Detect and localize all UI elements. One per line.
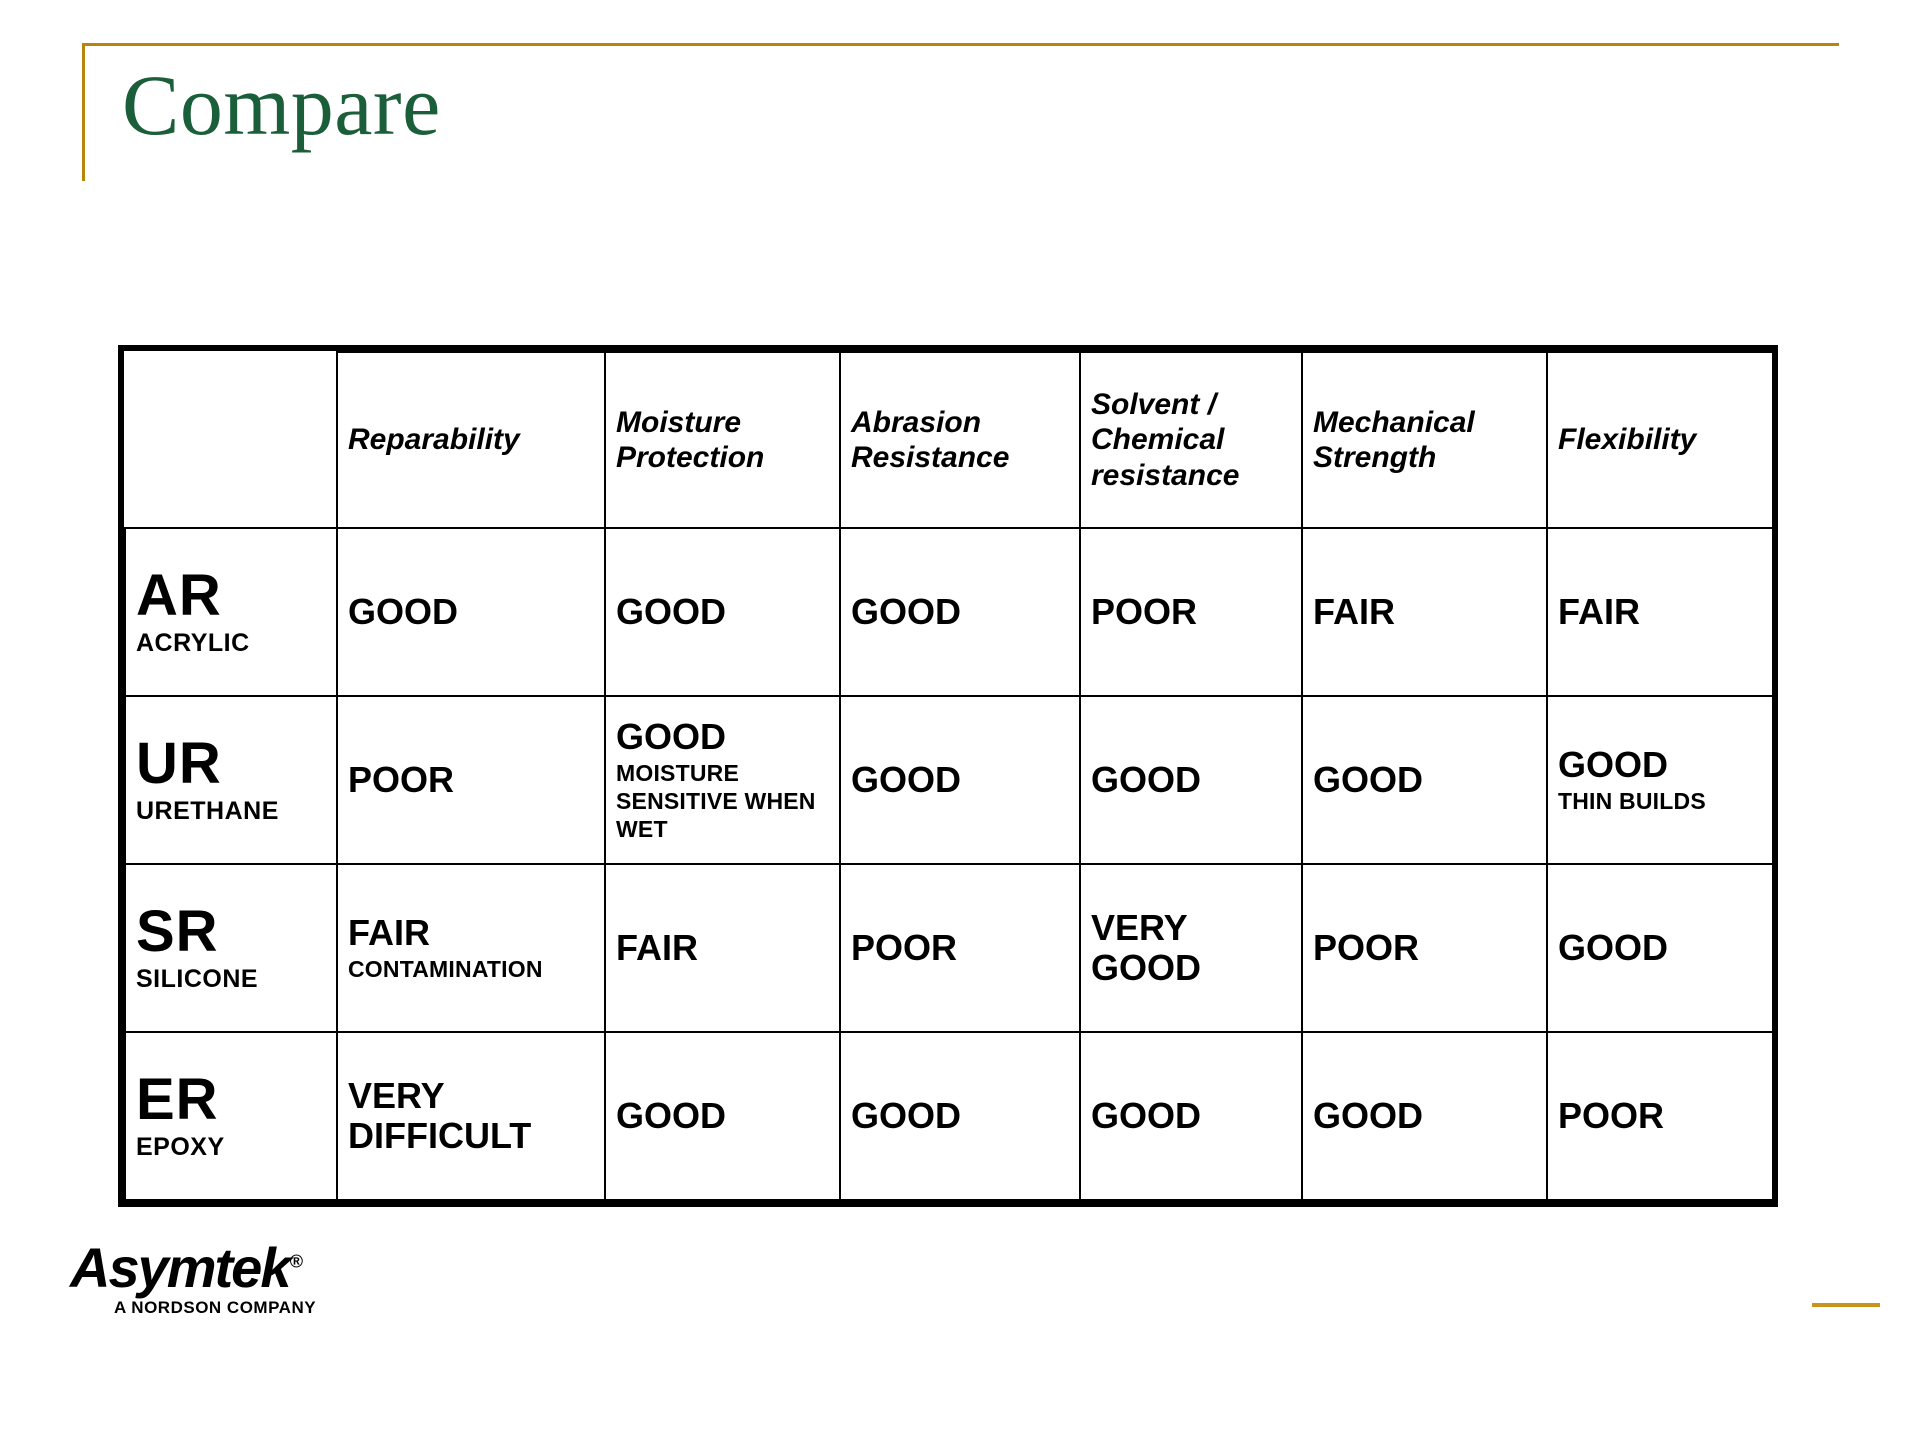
cell-acrylic-mechanical-strength	[1302, 528, 1547, 696]
cell-value: POOR	[851, 926, 958, 968]
column-header-mechanical-strength: Mechanical Strength	[1302, 352, 1547, 528]
cell-silicone-reparability	[337, 864, 605, 1032]
cell-value: GOOD	[1091, 758, 1202, 800]
column-header-moisture-protection: Moisture Protection	[605, 352, 840, 528]
cell-urethane-flexibility	[1547, 696, 1773, 864]
cell-value: GOOD	[1558, 926, 1669, 968]
cell-value: GOOD	[616, 715, 727, 757]
cell-value: GOOD	[1558, 743, 1669, 785]
column-header-flexibility: Flexibility	[1547, 352, 1773, 528]
row-header-silicone	[125, 864, 337, 1032]
table-header	[125, 352, 1773, 528]
cell-epoxy-abrasion-resistance	[840, 1032, 1080, 1200]
cell-silicone-solvent-chemical-resistance	[1080, 864, 1302, 1032]
table-row	[125, 1032, 1773, 1200]
logo-wordmark	[70, 1236, 390, 1299]
cell-value: POOR	[1558, 1094, 1665, 1136]
cell-epoxy-reparability	[337, 1032, 605, 1200]
row-full-name: EPOXY	[136, 1132, 225, 1161]
cell-value: POOR	[1091, 590, 1198, 632]
asymtek-logo	[70, 1236, 390, 1318]
cell-value: GOOD	[616, 1094, 727, 1136]
cell-silicone-moisture-protection	[605, 864, 840, 1032]
cell-value: GOOD	[348, 590, 459, 632]
cell-note: THIN BUILDS	[1558, 788, 1706, 815]
cell-value: FAIR	[616, 926, 699, 968]
cell-value: GOOD	[851, 1094, 962, 1136]
cell-acrylic-abrasion-resistance	[840, 528, 1080, 696]
cell-value: POOR	[1313, 926, 1420, 968]
cell-value: GOOD	[851, 758, 962, 800]
row-full-name: SILICONE	[136, 964, 259, 993]
cell-acrylic-reparability	[337, 528, 605, 696]
registered-mark: ®	[289, 1251, 301, 1272]
cell-value: GOOD	[1313, 1094, 1424, 1136]
row-header-acrylic	[125, 528, 337, 696]
cell-epoxy-flexibility	[1547, 1032, 1773, 1200]
table-row	[125, 528, 1773, 696]
cell-value: POOR	[348, 758, 455, 800]
cell-urethane-moisture-protection	[605, 696, 840, 864]
row-header-urethane	[125, 696, 337, 864]
column-header-reparability: Reparability	[337, 352, 605, 528]
cell-epoxy-solvent-chemical-resistance	[1080, 1032, 1302, 1200]
table-header-row	[125, 352, 1773, 528]
cell-silicone-flexibility	[1547, 864, 1773, 1032]
cell-value: FAIR	[1558, 590, 1641, 632]
cell-value: GOOD	[1091, 1094, 1202, 1136]
bottom-accent-rule	[1812, 1303, 1880, 1307]
row-full-name: ACRYLIC	[136, 628, 250, 657]
cell-value: VERY DIFFICULT	[348, 1074, 532, 1156]
page-title: Compare	[122, 57, 441, 153]
cell-value: GOOD	[851, 590, 962, 632]
cell-acrylic-solvent-chemical-resistance	[1080, 528, 1302, 696]
row-full-name: URETHANE	[136, 796, 279, 825]
cell-silicone-abrasion-resistance	[840, 864, 1080, 1032]
cell-urethane-abrasion-resistance	[840, 696, 1080, 864]
cell-silicone-mechanical-strength	[1302, 864, 1547, 1032]
row-abbr: UR	[136, 730, 222, 796]
row-header-epoxy	[125, 1032, 337, 1200]
cell-urethane-solvent-chemical-resistance	[1080, 696, 1302, 864]
column-header-solvent-chemical-resistance: Solvent / Chemical resistance	[1080, 352, 1302, 528]
top-accent-rule	[82, 43, 1839, 46]
table-body	[125, 528, 1773, 1200]
cell-value: GOOD	[616, 590, 727, 632]
column-header-blank	[125, 352, 337, 528]
cell-note: CONTAMINATION	[348, 956, 543, 983]
cell-urethane-reparability	[337, 696, 605, 864]
table-row	[125, 864, 1773, 1032]
table-row	[125, 696, 1773, 864]
cell-epoxy-moisture-protection	[605, 1032, 840, 1200]
logo-word-text: Asymtek	[70, 1236, 290, 1299]
row-abbr: SR	[136, 898, 219, 964]
cell-acrylic-moisture-protection	[605, 528, 840, 696]
logo-tagline: A NORDSON COMPANY	[113, 1298, 317, 1317]
cell-value: FAIR	[348, 911, 431, 953]
cell-value: GOOD	[1313, 758, 1424, 800]
cell-value: FAIR	[1313, 590, 1396, 632]
row-abbr: AR	[136, 562, 222, 628]
left-accent-rule	[82, 43, 85, 181]
cell-value: VERY GOOD	[1091, 906, 1202, 988]
comparison-table-container	[118, 345, 1778, 1207]
cell-note: MOISTURE SENSITIVE WHEN WET	[616, 760, 816, 843]
cell-urethane-mechanical-strength	[1302, 696, 1547, 864]
comparison-table	[124, 351, 1774, 1201]
cell-acrylic-flexibility	[1547, 528, 1773, 696]
column-header-abrasion-resistance: Abrasion Resistance	[840, 352, 1080, 528]
row-abbr: ER	[136, 1066, 219, 1132]
cell-epoxy-mechanical-strength	[1302, 1032, 1547, 1200]
